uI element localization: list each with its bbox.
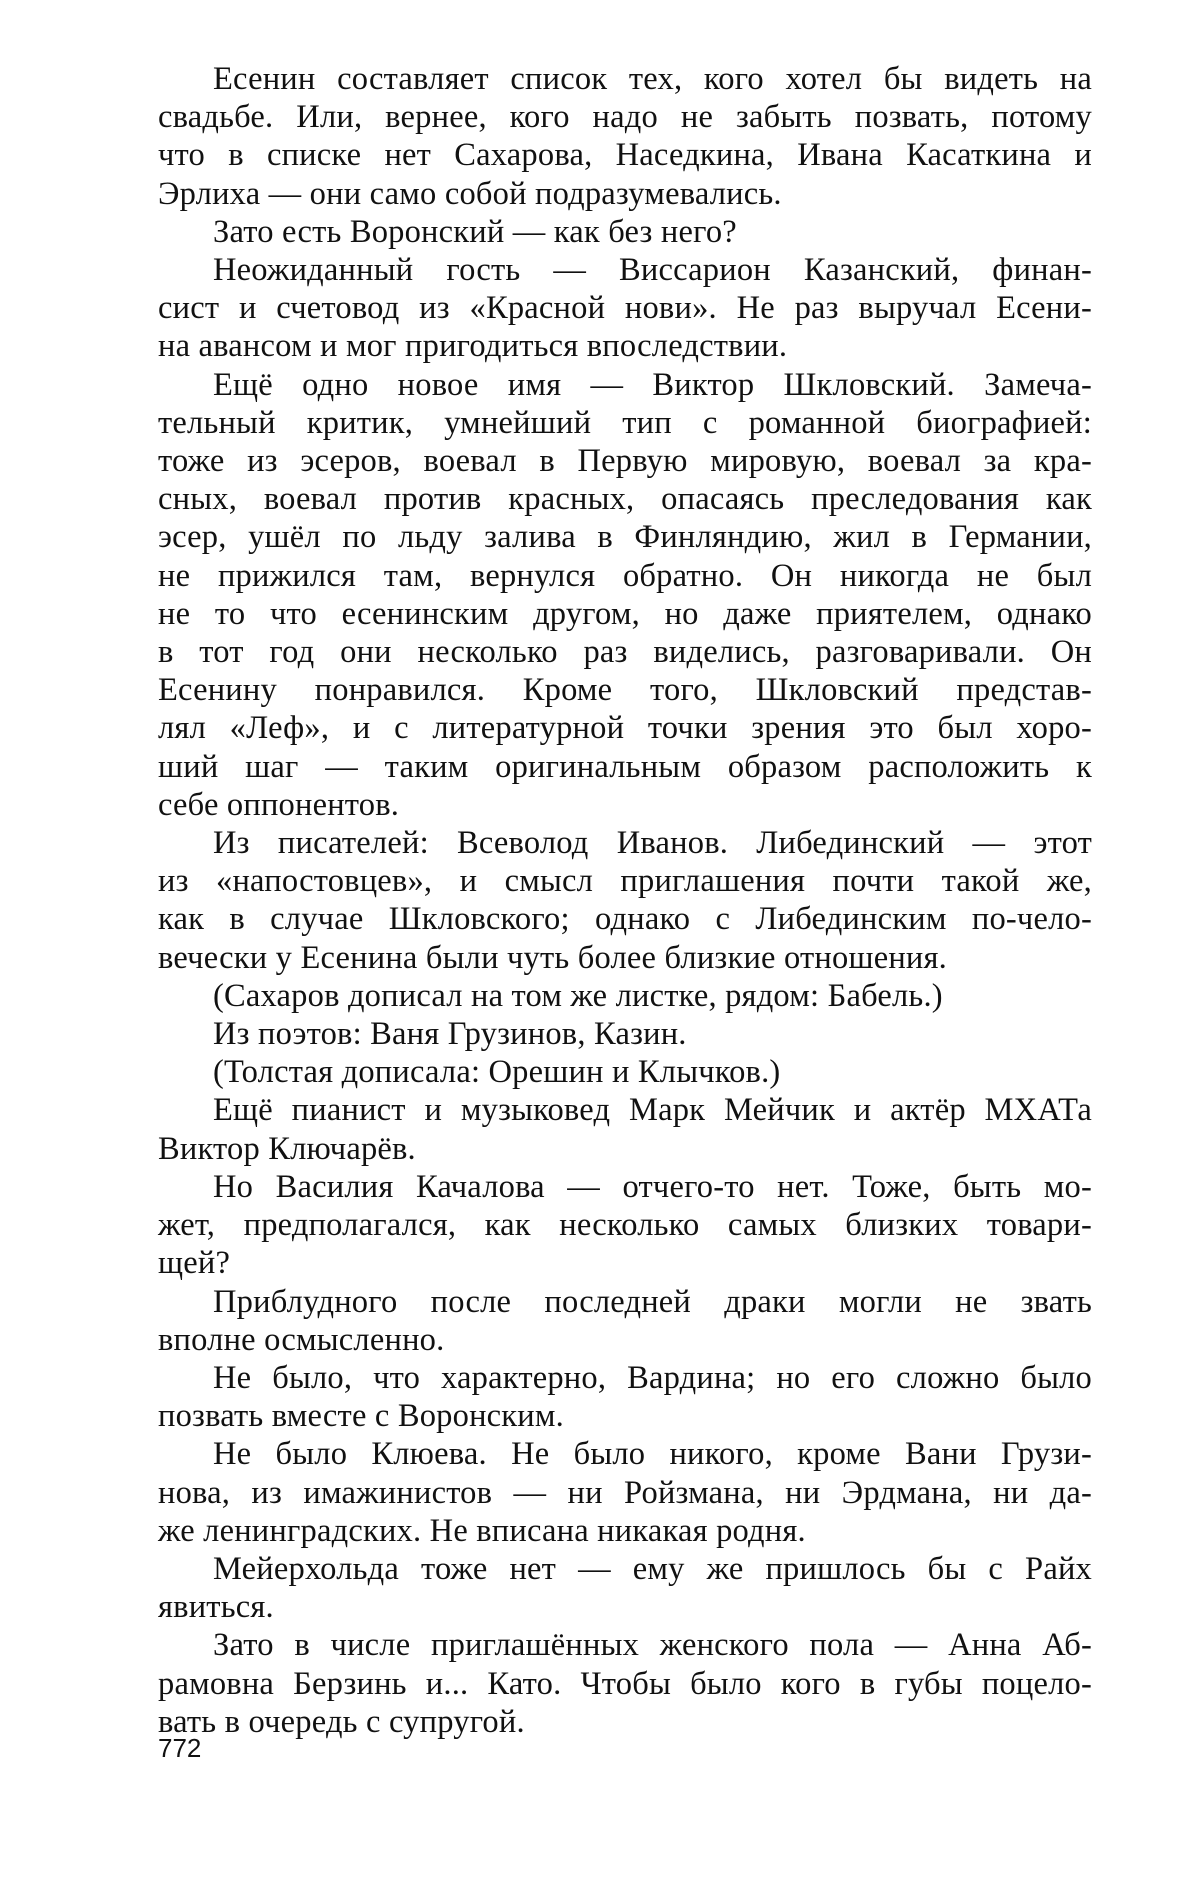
paragraph — [158, 1091, 1092, 1167]
text-line: Ещё одно новое имя — Виктор Шкловский. Замеча- — [158, 366, 1092, 404]
text-line: рамовна Берзинь и... Като. Чтобы было кого в губы поцело- — [158, 1665, 1092, 1703]
text-line: жет, предполагался, как несколько самых близких товари- — [158, 1206, 1092, 1244]
text-line: не то что есенинским другом, но даже приятелем, однако — [158, 595, 1092, 633]
paragraph — [158, 60, 1092, 213]
text-line: не прижился там, вернулся обратно. Он никогда не был — [158, 557, 1092, 595]
text-line: (Толстая дописала: Орешин и Клычков.) — [158, 1053, 1092, 1091]
text-line: Приблудного после последней драки могли не звать — [158, 1283, 1092, 1321]
text-line: Не было Клюева. Не было никого, кроме Вани Грузи- — [158, 1435, 1092, 1473]
paragraph — [158, 1435, 1092, 1550]
text-line: Виктор Ключарёв. — [158, 1130, 1092, 1168]
text-line: сных, воевал против красных, опасаясь преследования как — [158, 480, 1092, 518]
text-line: (Сахаров дописал на том же листке, рядом: Бабель.) — [158, 977, 1092, 1015]
text-line: что в списке нет Сахарова, Наседкина, Ивана Касаткина и — [158, 136, 1092, 174]
text-line: лял «Леф», и с литературной точки зрения это был хоро- — [158, 709, 1092, 747]
text-line: Зато в числе приглашённых женского пола — Анна Аб- — [158, 1626, 1092, 1664]
text-line: явиться. — [158, 1588, 1092, 1626]
text-line: вечески у Есенина были чуть более близкие отношения. — [158, 939, 1092, 977]
text-line: тоже из эсеров, воевал в Первую мировую, воевал за кра- — [158, 442, 1092, 480]
text-line: Но Василия Качалова — отчего-то нет. Тоже, быть мо- — [158, 1168, 1092, 1206]
text-line: Не было, что характерно, Вардина; но его сложно было — [158, 1359, 1092, 1397]
text-line: вполне осмысленно. — [158, 1321, 1092, 1359]
text-line: на авансом и мог пригодиться впоследствии. — [158, 327, 1092, 365]
text-line: щей? — [158, 1244, 1092, 1282]
paragraph — [158, 251, 1092, 366]
text-line: Зато есть Воронский — как без него? — [158, 213, 1092, 251]
text-line: Есенину понравился. Кроме того, Шкловский представ- — [158, 671, 1092, 709]
paragraph — [158, 1550, 1092, 1626]
text-line: как в случае Шкловского; однако с Либединским по-чело- — [158, 900, 1092, 938]
paragraph — [158, 1015, 1092, 1053]
text-line: эсер, ушёл по льду залива в Финляндию, жил в Германии, — [158, 518, 1092, 556]
text-line: Из поэтов: Ваня Грузинов, Казин. — [158, 1015, 1092, 1053]
text-line: Неожиданный гость — Виссарион Казанский, финан- — [158, 251, 1092, 289]
paragraph — [158, 1053, 1092, 1091]
text-line: позвать вместе с Воронским. — [158, 1397, 1092, 1435]
text-line: Мейерхольда тоже нет — ему же пришлось бы с Райх — [158, 1550, 1092, 1588]
text-line: нова, из имажинистов — ни Ройзмана, ни Эрдмана, ни да- — [158, 1474, 1092, 1512]
text-line: вать в очередь с супругой. — [158, 1703, 1092, 1741]
paragraph — [158, 1359, 1092, 1435]
paragraph — [158, 1283, 1092, 1359]
paragraph — [158, 1168, 1092, 1283]
page-number: 772 — [158, 1733, 201, 1763]
text-line: из «напостовцев», и смысл приглашения почти такой же, — [158, 862, 1092, 900]
text-line: тельный критик, умнейший тип с романной биографией: — [158, 404, 1092, 442]
text-line: Из писателей: Всеволод Иванов. Либединский — этот — [158, 824, 1092, 862]
text-line: же ленинградских. Не вписана никакая родня. — [158, 1512, 1092, 1550]
text-line: ший шаг — таким оригинальным образом расположить к — [158, 748, 1092, 786]
page-body — [158, 60, 1092, 1741]
paragraph — [158, 977, 1092, 1015]
text-line: в тот год они несколько раз виделись, разговаривали. Он — [158, 633, 1092, 671]
text-line: Ещё пианист и музыковед Марк Мейчик и актёр МХАТа — [158, 1091, 1092, 1129]
text-line: Есенин составляет список тех, кого хотел бы видеть на — [158, 60, 1092, 98]
paragraph — [158, 366, 1092, 824]
paragraph — [158, 213, 1092, 251]
paragraph — [158, 824, 1092, 977]
paragraph — [158, 1626, 1092, 1741]
text-line: свадьбе. Или, вернее, кого надо не забыть позвать, потому — [158, 98, 1092, 136]
text-line: себе оппонентов. — [158, 786, 1092, 824]
text-line: сист и счетовод из «Красной нови». Не раз выручал Есени- — [158, 289, 1092, 327]
text-line: Эрлиха — они само собой подразумевались. — [158, 175, 1092, 213]
